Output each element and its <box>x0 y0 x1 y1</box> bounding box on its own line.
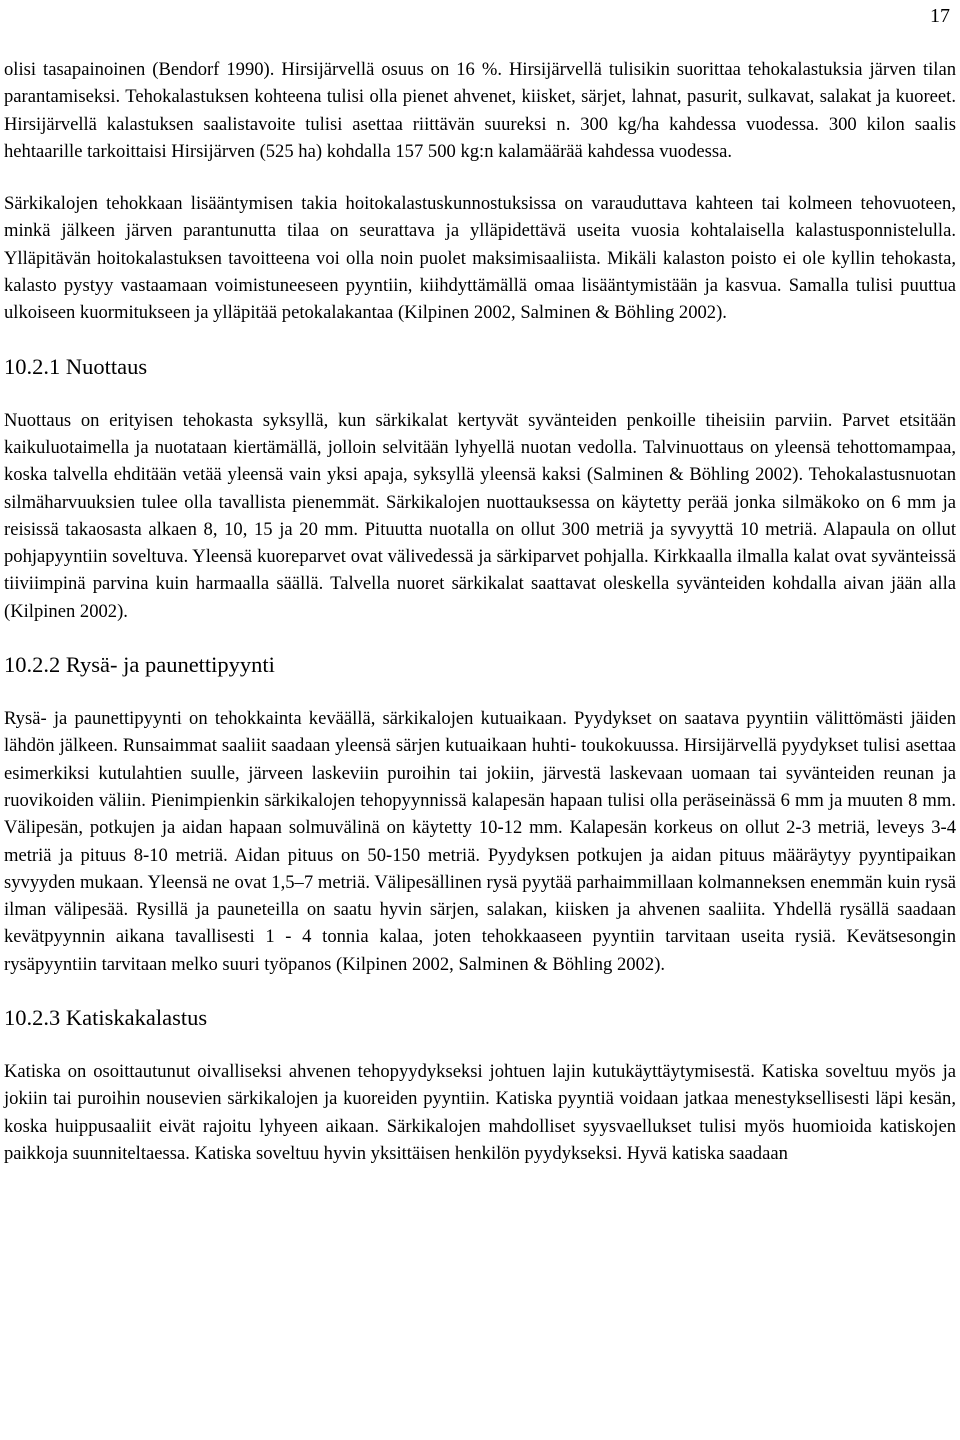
section-heading-seining: 10.2.1 Nuottaus <box>4 353 148 379</box>
paragraph-trap-net: Rysä- ja paunettipyynti on tehokkainta keväällä, särkikalojen kutuaikaan. Pyydykset on saatava pyyntiin välittömästi jäiden lähdön jälkeen. Runsaimmat saaliit saadaan yleensä särjen kutuaikaan huhti- toukokuussa. Hirsijärvellä pyydykset tulisi asettaa esimerkiksi kutulahtien suulle, järveen laskeviin puroihin tai jokiin, järvestä laskevaan uomaan tai syvänteiden reunan ja ruovikoiden väliin. Pienimpienkin särkikalojen tehopyynnissä kalapesän hapaan tulisi olla peräseinässä 6 mm ja muuten 8 mm. Välipesän, potkujen ja aidan hapaan solmuvälinä on käytetty 10-12 mm. Kalapesän korkeus on ollut 2-3 metriä, leveys 3-4 metriä ja pituus 8-10 metriä. Aidan pituus on 50-150 metriä. Pyydyksen potkujen ja aidan pituus määräytyy pyyntipaikan syvyyden mukaan. Yleensä ne ovat 1,5–7 metriä. Välipesällinen rysä pyytää parhaimmillaan kolmanneksen enemmän kuin rysä ilman välipesää. Rysillä ja pauneteilla on saatu hyvin särjen, salakan, kiisken ja ahvenen saaliita. Yhdellä rysällä saadaan kevätpyynnin aikana tavallisesti 1 - 4 tonnia kalaa, joten tehokkaaseen pyyntiin tarvitaan useita rysiä. Kevätsesongin rysäpyyntiin tarvitaan melko suuri työpanos (Kilpinen 2002, Salminen & Böhling 2002). <box>4 708 956 975</box>
page-content <box>4 56 956 1167</box>
paragraph-seining: Nuottaus on erityisen tehokasta syksyllä, kun särkikalat kertyvät syvänteiden penkoille tiheisiin parviin. Parvet etsitään kaikuluotaimella ja nuotataan kiertämällä, jolloin selvitään lyhyellä nuotan vedolla. Talvinuottaus on yleensä tehottomampaa, koska talvella ehditään vetää yleensä vain yksi apaja, syksyllä yleensä kaksi (Salminen & Böhling 2002). Tehokalastusnuotan silmäharvuuksien tulee olla tavallista pienemmät. Särkikalojen nuottauksessa on käytetty perää jonka silmäkoko on 6 mm ja reisissä takaosasta alkaen 8, 10, 15 ja 20 mm. Pituutta nuotalla on ollut 300 metriä ja syvyyttä 10 metriä. Alapaula on ollut pohjapyyntiin soveltuva. Yleensä kuoreparvet ovat välivedessä ja särkiparvet pohjalla. Kirkkaalla ilmalla kalat ovat syvänteissä tiiviimpinä parvina kuin harmaalla säällä. Talvella nuoret särkikalat saattavat oleskella syvänteiden kohdalla aivan jään alla (Kilpinen 2002). <box>4 409 956 622</box>
paragraph-fish-stock-balance: olisi tasapainoinen (Bendorf 1990). Hirsijärvellä osuus on 16 %. Hirsijärvellä tulisikin suorittaa tehokalastuksia järven tilan parantamiseksi. Tehokalastuksen kohteena tulisi olla pienet ahvenet, kiisket, särjet, lahnat, pasurit, sulkavat, salakat ja kuoreet. Hirsijärvellä kalastuksen saalistavoite tulisi asettaa riittävän suureksi n. 300 kg/ha kahdessa vuodessa. 300 kilon saalis hehtaarille tarkoittaisi Hirsijärven (525 ha) kohdalla 157 500 kg:n kalamäärää kahdessa vuodessa. <box>4 59 956 162</box>
paragraph-maintenance-fishing: Särkikalojen tehokkaan lisääntymisen takia hoitokalastuskunnostuksissa on varauduttava kahteen tai kolmeen tehovuoteen, minkä jälkeen järven parantunutta tilaa on seurattava ja ylläpidettävä useita vuosia kohtalaisella kalastusponnistelulla. Ylläpitävän hoitokalastuksen tavoitteena voi olla noin puolet maksimisaaliista. Mikäli kalaston poisto ei ole kyllin tehokasta, kalasto pystyy vastaamaan voimistuneeseen pyyntiin, kiihdyttämällä omaa lisääntymistään ja kasvua. Samalla tulisi puuttua ulkoiseen kuormitukseen ja ylläpitää petokalakantaa (Kilpinen 2002, Salminen & Böhling 2002). <box>4 193 956 324</box>
page-number: 17 <box>930 5 950 27</box>
section-heading-trap-net: 10.2.2 Rysä- ja paunettipyynti <box>4 652 275 678</box>
section-heading-fyke-net: 10.2.3 Katiskakalastus <box>4 1005 208 1031</box>
paragraph-fyke-net: Katiska on osoittautunut oivalliseksi ahvenen tehopyydykseksi johtuen lajin kutukäyttäytymisestä. Katiska soveltuu myös ja jokiin tai puroihin nousevien särkikalojen ja kuoreiden pyyntiin. Katiska pyyntiä voidaan jatkaa menestyksellisesti läpi kesän, koska huippusaaliit eivät rajoitu lyhyeen aikaan. Särkikalojen mahdolliset syysvaellukset tulisi myös huomioida katiskojen paikkoja suunniteltaessa. Katiska soveltuu hyvin yksittäisen henkilön pyydykseksi. Hyvä katiska saadaan <box>4 1061 956 1164</box>
